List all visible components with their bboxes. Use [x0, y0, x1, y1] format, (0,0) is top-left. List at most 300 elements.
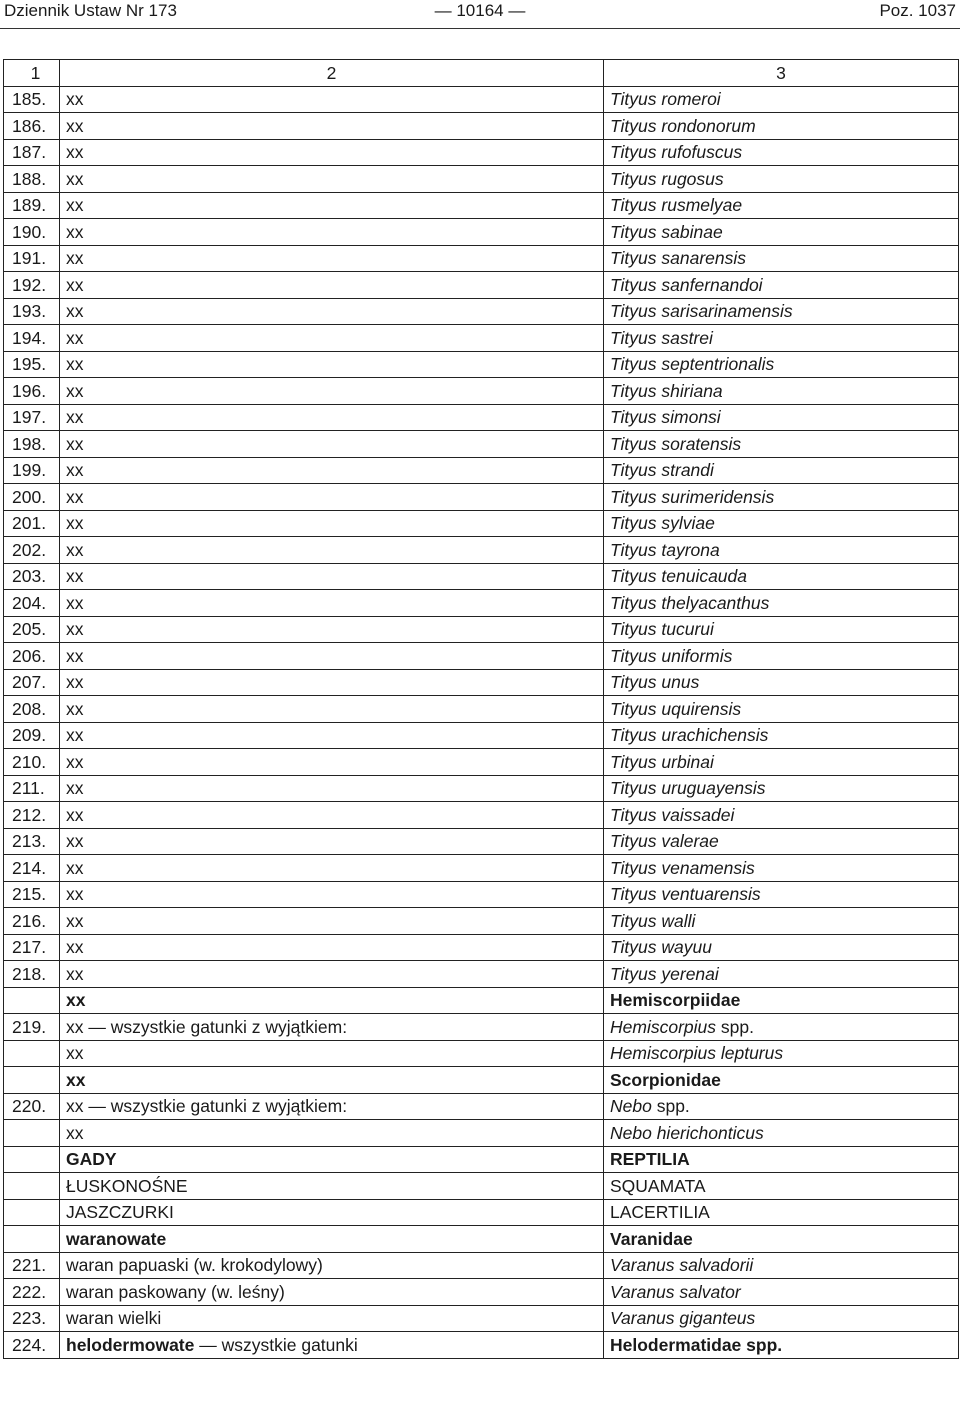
latin-name: Tityus rondonorum	[610, 115, 756, 136]
latin-name-cell	[604, 298, 959, 325]
polish-name: xx	[66, 327, 84, 348]
latin-name-cell	[604, 775, 959, 802]
table-row	[4, 1040, 959, 1067]
polish-name-cell	[60, 590, 604, 617]
column-number-3: 3	[604, 60, 959, 87]
latin-name: Tityus urachichensis	[610, 725, 769, 746]
latin-name: Tityus strandi	[610, 460, 714, 481]
table-row	[4, 1146, 959, 1173]
column-number-2: 2	[60, 60, 604, 87]
latin-name: Tityus rufofuscus	[610, 142, 743, 163]
latin-name-cell	[604, 1040, 959, 1067]
table-row	[4, 855, 959, 882]
table-row	[4, 1173, 959, 1200]
polish-name: xx	[66, 195, 84, 216]
row-number: 187.	[4, 139, 60, 166]
latin-name: Tityus venamensis	[610, 857, 755, 878]
polish-name-cell	[60, 351, 604, 378]
polish-name-cell	[60, 404, 604, 431]
latin-name: Tityus thelyacanthus	[610, 592, 770, 613]
row-number: 211.	[4, 775, 60, 802]
latin-name-cell	[604, 987, 959, 1014]
table-row	[4, 351, 959, 378]
polish-name-cell	[60, 722, 604, 749]
table-row	[4, 1226, 959, 1253]
latin-name: Tityus surimeridensis	[610, 486, 775, 507]
polish-name: xx	[66, 1096, 84, 1117]
row-number: 208.	[4, 696, 60, 723]
polish-name: xx	[66, 778, 84, 799]
table-row	[4, 113, 959, 140]
polish-name: waran paskowany (w. leśny)	[66, 1281, 285, 1302]
table-row	[4, 1014, 959, 1041]
latin-name-cell	[604, 1305, 959, 1332]
latin-name: Tityus sanfernandoi	[610, 274, 763, 295]
table-row	[4, 1305, 959, 1332]
table-row	[4, 1093, 959, 1120]
table-row	[4, 1279, 959, 1306]
polish-name: xx	[66, 566, 84, 587]
polish-name: ŁUSKONOŚNE	[66, 1175, 188, 1196]
latin-name: Tityus shiriana	[610, 380, 723, 401]
latin-name: REPTILIA	[610, 1149, 690, 1170]
polish-name: xx	[66, 1069, 86, 1090]
latin-name-suffix: spp.	[720, 1016, 754, 1037]
polish-name-qualifier: wszystkie gatunki z wyjątkiem:	[110, 1096, 348, 1117]
latin-name-cell	[604, 961, 959, 988]
row-number: 214.	[4, 855, 60, 882]
row-number: 198.	[4, 431, 60, 458]
polish-name: xx	[66, 619, 84, 640]
row-number: 196.	[4, 378, 60, 405]
row-number: 206.	[4, 643, 60, 670]
polish-name: xx	[66, 963, 84, 984]
polish-name: xx	[66, 513, 84, 534]
latin-name-cell	[604, 1093, 959, 1120]
latin-name: Scorpionidae	[610, 1069, 721, 1090]
row-number: 212.	[4, 802, 60, 829]
row-number: 188.	[4, 166, 60, 193]
row-number: 223.	[4, 1305, 60, 1332]
polish-name: xx	[66, 910, 84, 931]
polish-name-cell	[60, 802, 604, 829]
table-row	[4, 1067, 959, 1094]
latin-name-cell	[604, 643, 959, 670]
polish-name-cell	[60, 139, 604, 166]
polish-name-cell	[60, 749, 604, 776]
latin-name: Tityus valerae	[610, 831, 719, 852]
latin-name: Tityus sastrei	[610, 327, 713, 348]
row-number: 205.	[4, 616, 60, 643]
polish-name: xx	[66, 751, 84, 772]
polish-name: xx	[66, 380, 84, 401]
table-row	[4, 219, 959, 246]
latin-name-cell	[604, 1332, 959, 1359]
table-row	[4, 166, 959, 193]
latin-name: Tityus sabinae	[610, 221, 723, 242]
latin-name-cell	[604, 828, 959, 855]
position-number: Poz. 1037	[879, 1, 956, 20]
polish-name-cell	[60, 1305, 604, 1332]
polish-name-cell	[60, 961, 604, 988]
row-number: 218.	[4, 961, 60, 988]
latin-name-cell	[604, 192, 959, 219]
row-number: 190.	[4, 219, 60, 246]
polish-name: xx	[66, 1043, 84, 1064]
latin-name: Tityus vaissadei	[610, 804, 735, 825]
row-number: 219.	[4, 1014, 60, 1041]
page-header	[0, 0, 960, 26]
latin-name-cell	[604, 669, 959, 696]
table-row	[4, 537, 959, 564]
polish-name: xx	[66, 804, 84, 825]
latin-name-cell	[604, 881, 959, 908]
latin-name: Tityus tenuicauda	[610, 566, 748, 587]
polish-name-cell	[60, 1120, 604, 1147]
table-row	[4, 245, 959, 272]
latin-name-cell	[604, 272, 959, 299]
latin-name-cell	[604, 590, 959, 617]
latin-name-cell	[604, 696, 959, 723]
em-dash-separator: —	[83, 1096, 111, 1117]
row-number	[4, 987, 60, 1014]
row-number	[4, 1040, 60, 1067]
latin-name: Hemiscorpius lepturus	[610, 1043, 784, 1064]
latin-name-suffix: spp.	[656, 1096, 690, 1117]
latin-name-cell	[604, 908, 959, 935]
polish-name: xx	[66, 698, 84, 719]
latin-name: Tityus romeroi	[610, 89, 721, 110]
latin-name: Varanus giganteus	[610, 1308, 756, 1329]
row-number: 186.	[4, 113, 60, 140]
polish-name-cell	[60, 563, 604, 590]
polish-name: xx	[66, 168, 84, 189]
row-number: 195.	[4, 351, 60, 378]
polish-name-cell	[60, 219, 604, 246]
latin-name-cell	[604, 1014, 959, 1041]
latin-name-cell	[604, 457, 959, 484]
polish-name: GADY	[66, 1149, 117, 1170]
latin-name-cell	[604, 139, 959, 166]
polish-name-cell	[60, 881, 604, 908]
latin-name-cell	[604, 802, 959, 829]
latin-name-cell	[604, 855, 959, 882]
row-number: 192.	[4, 272, 60, 299]
row-number: 203.	[4, 563, 60, 590]
row-number	[4, 1199, 60, 1226]
table-row	[4, 457, 959, 484]
row-number: 202.	[4, 537, 60, 564]
polish-name: waran wielki	[66, 1308, 162, 1329]
latin-name: Tityus wayuu	[610, 937, 712, 958]
polish-name: JASZCZURKI	[66, 1202, 174, 1223]
row-number: 210.	[4, 749, 60, 776]
polish-name: xx	[66, 460, 84, 481]
row-number	[4, 1146, 60, 1173]
polish-name-cell	[60, 1146, 604, 1173]
polish-name: xx	[66, 433, 84, 454]
column-numbers-row	[4, 60, 959, 87]
table-row	[4, 590, 959, 617]
polish-name-cell	[60, 298, 604, 325]
table-row	[4, 139, 959, 166]
polish-name-cell	[60, 1332, 604, 1359]
latin-name-cell	[604, 563, 959, 590]
row-number: 216.	[4, 908, 60, 935]
latin-name: Varanidae	[610, 1228, 693, 1249]
polish-name-cell	[60, 510, 604, 537]
table-row	[4, 1332, 959, 1359]
latin-name: Tityus urbinai	[610, 751, 714, 772]
latin-name-cell	[604, 1199, 959, 1226]
latin-name: Tityus sarisarinamensis	[610, 301, 793, 322]
latin-name: Tityus sylviae	[610, 513, 715, 534]
row-number: 193.	[4, 298, 60, 325]
polish-name-cell	[60, 457, 604, 484]
polish-name-cell	[60, 1279, 604, 1306]
polish-name-cell	[60, 86, 604, 113]
latin-name-cell	[604, 404, 959, 431]
latin-name: Tityus tayrona	[610, 539, 720, 560]
polish-name: xx	[66, 1016, 84, 1037]
polish-name-cell	[60, 987, 604, 1014]
table-row	[4, 802, 959, 829]
polish-name-cell	[60, 775, 604, 802]
polish-name: xx	[66, 115, 84, 136]
polish-name-cell	[60, 1014, 604, 1041]
polish-name-cell	[60, 113, 604, 140]
latin-name: Tityus sanarensis	[610, 248, 747, 269]
polish-name-cell	[60, 245, 604, 272]
polish-name: xx	[66, 539, 84, 560]
latin-name-cell	[604, 749, 959, 776]
table-row	[4, 86, 959, 113]
polish-name: xx	[66, 1122, 84, 1143]
polish-name-cell	[60, 669, 604, 696]
row-number: 191.	[4, 245, 60, 272]
table-row	[4, 563, 959, 590]
table-row	[4, 775, 959, 802]
table-row	[4, 431, 959, 458]
latin-name-cell	[604, 166, 959, 193]
table-row	[4, 404, 959, 431]
row-number	[4, 1120, 60, 1147]
latin-name: LACERTILIA	[610, 1202, 710, 1223]
latin-name-cell	[604, 86, 959, 113]
latin-name-cell	[604, 510, 959, 537]
polish-name-cell	[60, 828, 604, 855]
polish-name-cell	[60, 616, 604, 643]
em-dash-separator: —	[83, 1016, 111, 1037]
polish-name-cell	[60, 1093, 604, 1120]
latin-name: Tityus septentrionalis	[610, 354, 775, 375]
latin-name-cell	[604, 245, 959, 272]
latin-name: Tityus tucurui	[610, 619, 714, 640]
row-number: 209.	[4, 722, 60, 749]
latin-name: Tityus simonsi	[610, 407, 721, 428]
latin-name-cell	[604, 1120, 959, 1147]
row-number: 204.	[4, 590, 60, 617]
polish-name-cell	[60, 908, 604, 935]
row-number: 185.	[4, 86, 60, 113]
polish-name-cell	[60, 1226, 604, 1253]
table-row	[4, 298, 959, 325]
polish-name: xx	[66, 248, 84, 269]
table-row	[4, 272, 959, 299]
row-number	[4, 1067, 60, 1094]
row-number: 197.	[4, 404, 60, 431]
table-row	[4, 749, 959, 776]
table-row	[4, 192, 959, 219]
polish-name: xx	[66, 937, 84, 958]
row-number: 200.	[4, 484, 60, 511]
polish-name: xx	[66, 857, 84, 878]
polish-name-cell	[60, 643, 604, 670]
table-row	[4, 881, 959, 908]
polish-name: waran papuaski (w. krokodylowy)	[66, 1255, 323, 1276]
table-row	[4, 828, 959, 855]
row-number: 221.	[4, 1252, 60, 1279]
journal-title: Dziennik Ustaw Nr 173	[4, 1, 177, 20]
latin-name-cell	[604, 537, 959, 564]
row-number: 199.	[4, 457, 60, 484]
latin-name: Tityus uruguayensis	[610, 778, 766, 799]
polish-name: xx	[66, 884, 84, 905]
row-number	[4, 1173, 60, 1200]
table-row	[4, 934, 959, 961]
latin-name-cell	[604, 431, 959, 458]
polish-name-cell	[60, 696, 604, 723]
table-row	[4, 1199, 959, 1226]
polish-name-qualifier: wszystkie gatunki z wyjątkiem:	[110, 1016, 348, 1037]
table-row	[4, 908, 959, 935]
table-row	[4, 722, 959, 749]
row-number: 224.	[4, 1332, 60, 1359]
latin-name-cell	[604, 1146, 959, 1173]
latin-name: Hemiscorpiidae	[610, 990, 741, 1011]
polish-name: xx	[66, 354, 84, 375]
latin-name: Tityus uquirensis	[610, 698, 742, 719]
species-table	[3, 59, 959, 1359]
polish-name: xx	[66, 274, 84, 295]
latin-name-cell	[604, 351, 959, 378]
polish-name-cell	[60, 325, 604, 352]
polish-name-cell	[60, 166, 604, 193]
latin-name-cell	[604, 1226, 959, 1253]
table-row	[4, 696, 959, 723]
polish-name-cell	[60, 1199, 604, 1226]
table-row	[4, 616, 959, 643]
latin-name: Tityus rusmelyae	[610, 195, 743, 216]
latin-name-cell	[604, 378, 959, 405]
polish-name-cell	[60, 1173, 604, 1200]
row-number: 220.	[4, 1093, 60, 1120]
latin-name: Tityus uniformis	[610, 645, 733, 666]
table-row	[4, 325, 959, 352]
row-number: 222.	[4, 1279, 60, 1306]
polish-name-cell	[60, 272, 604, 299]
table-row	[4, 961, 959, 988]
latin-name: Hemiscorpius	[610, 1016, 716, 1037]
em-dash-separator: —	[194, 1334, 222, 1355]
table-row	[4, 378, 959, 405]
table-row	[4, 1120, 959, 1147]
polish-name-cell	[60, 537, 604, 564]
latin-name: Tityus rugosus	[610, 168, 724, 189]
polish-name-cell	[60, 1252, 604, 1279]
polish-name: xx	[66, 142, 84, 163]
polish-name-cell	[60, 431, 604, 458]
table-row	[4, 643, 959, 670]
polish-name: helodermowate	[66, 1334, 195, 1355]
polish-name-qualifier: wszystkie gatunki	[221, 1334, 358, 1355]
latin-name: Tityus walli	[610, 910, 696, 931]
latin-name: Tityus soratensis	[610, 433, 742, 454]
latin-name-cell	[604, 722, 959, 749]
table-row	[4, 987, 959, 1014]
polish-name: xx	[66, 725, 84, 746]
latin-name: Tityus yerenai	[610, 963, 719, 984]
latin-name: Nebo	[610, 1096, 652, 1117]
polish-name-cell	[60, 1067, 604, 1094]
polish-name-cell	[60, 855, 604, 882]
polish-name: xx	[66, 486, 84, 507]
polish-name: xx	[66, 831, 84, 852]
species-table-body	[4, 60, 959, 1359]
polish-name: xx	[66, 672, 84, 693]
row-number: 215.	[4, 881, 60, 908]
polish-name-cell	[60, 1040, 604, 1067]
polish-name: xx	[66, 990, 86, 1011]
row-number: 213.	[4, 828, 60, 855]
row-number: 207.	[4, 669, 60, 696]
latin-name-cell	[604, 113, 959, 140]
latin-name: Tityus unus	[610, 672, 700, 693]
page-number: — 10164 —	[434, 1, 526, 20]
latin-name-cell	[604, 616, 959, 643]
column-number-1: 1	[4, 60, 60, 87]
polish-name: xx	[66, 301, 84, 322]
latin-name: Nebo hierichonticus	[610, 1122, 764, 1143]
latin-name: Helodermatidae spp.	[610, 1334, 783, 1355]
row-number: 194.	[4, 325, 60, 352]
latin-name-cell	[604, 219, 959, 246]
polish-name-cell	[60, 192, 604, 219]
latin-name: Tityus ventuarensis	[610, 884, 761, 905]
row-number: 201.	[4, 510, 60, 537]
latin-name-cell	[604, 934, 959, 961]
latin-name: Varanus salvadorii	[610, 1255, 754, 1276]
latin-name-cell	[604, 1279, 959, 1306]
polish-name: waranowate	[66, 1228, 167, 1249]
latin-name: SQUAMATA	[610, 1175, 706, 1196]
polish-name-cell	[60, 484, 604, 511]
polish-name: xx	[66, 645, 84, 666]
polish-name: xx	[66, 407, 84, 428]
polish-name: xx	[66, 221, 84, 242]
row-number: 217.	[4, 934, 60, 961]
table-row	[4, 1252, 959, 1279]
polish-name: xx	[66, 592, 84, 613]
table-row	[4, 484, 959, 511]
polish-name: xx	[66, 89, 84, 110]
latin-name-cell	[604, 1173, 959, 1200]
latin-name-cell	[604, 1252, 959, 1279]
row-number: 189.	[4, 192, 60, 219]
latin-name-cell	[604, 1067, 959, 1094]
row-number	[4, 1226, 60, 1253]
latin-name-cell	[604, 325, 959, 352]
